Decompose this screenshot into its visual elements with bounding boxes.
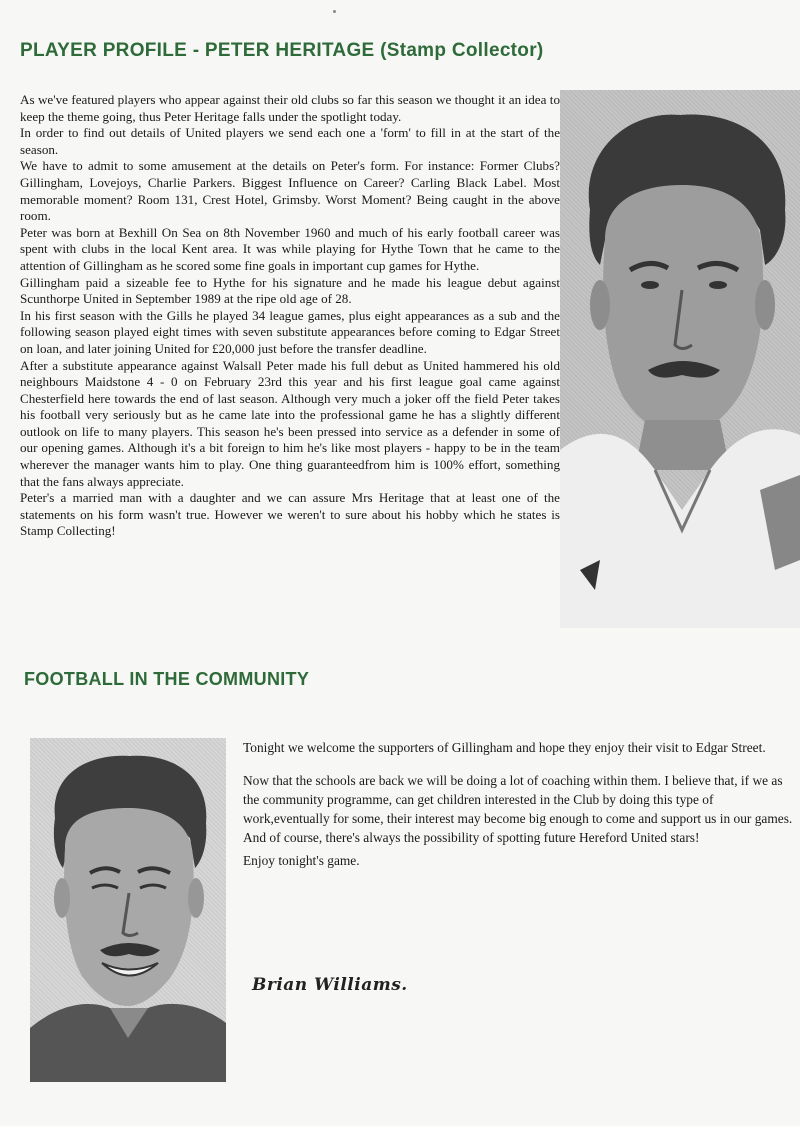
- article-paragraph: In his first season with the Gills he played 34 league games, plus eight appearances as a sub and the following season played eight times with seven substitute appearances before coming to Edgar Street on loan, and later joining United for £20,000 just before the transfer deadline.: [20, 307, 560, 356]
- article-paragraph: Peter's a married man with a daughter and we can assure Mrs Heritage that at least one of the statements on his form wasn't true. However we weren't to sure about his hobby which he states is Stamp Collecting!: [20, 490, 560, 539]
- article-paragraph: As we've featured players who appear against their old clubs so far this season we thought it an idea to keep the theme going, thus Peter Heritage falls under the spotlight today.: [20, 92, 560, 124]
- community-article: [243, 738, 795, 884]
- community-heading: FOOTBALL IN THE COMMUNITY: [24, 669, 310, 689]
- article-paragraph: Peter was born at Bexhill On Sea on 8th November 1960 and much of his early football career was spent with clubs in the local Kent area. It was while playing for Hythe Town that he came to the attention of Gillingham as he scored some fine goals in important cup games for Hythe.: [20, 224, 560, 273]
- officer-portrait-illustration: [30, 738, 226, 1082]
- article-paragraph: In order to find out details of United players we send each one a 'form' to fill in at the start of the season.: [20, 125, 560, 157]
- player-portrait-illustration: [560, 90, 800, 628]
- article-paragraph: Tonight we welcome the supporters of Gillingham and hope they enjoy their visit to Edgar Street.: [243, 740, 766, 755]
- player-profile-heading: PLAYER PROFILE - PETER HERITAGE (Stamp Collector): [20, 40, 544, 61]
- print-speck: [333, 10, 336, 13]
- community-officer-photo: [30, 738, 226, 1082]
- player-profile-article: [20, 92, 560, 540]
- article-paragraph: We have to admit to some amusement at the details on Peter's form. For instance: Former Clubs? Gillingham, Lovejoys, Charlie Parkers. Biggest Influence on Career? Carling Black Label. Most memorable moment? Room 131, Crest Hotel, Grimsby. Worst Moment? Being caught in the above room.: [20, 158, 560, 224]
- article-paragraph: Now that the schools are back we will be doing a lot of coaching within them. I believe that, if we as the community programme, can get children interested in the Club by doing this type of work,eventually for some, their interest may become big enough to come and support us in our games. And of course, there's always the possibility of spotting future Hereford United stars!: [243, 773, 793, 845]
- player-photo: [560, 90, 800, 628]
- signature: Brian Williams.: [252, 975, 408, 995]
- article-paragraph: After a substitute appearance against Walsall Peter made his full debut as United hammered his old neighbours Maidstone 4 - 0 on February 23rd this year and his first league goal came against Chesterfield here towards the end of last season. Although very much a joker off the field Peter takes his football very seriously but as he came late into the professional game he has a slightly different outlook on life to many players. This season he's been pressed into service as a defender in some of our opening games. Although it's a bit foreign to him he's like most players - happy to be in the team wherever the manager wants him to play. One thing guaranteedfrom him is 100% effort, something that the fans always appreciate.: [20, 357, 560, 489]
- article-paragraph: Gillingham paid a sizeable fee to Hythe for his signature and he made his league debut against Scunthorpe United in September 1989 at the ripe old age of 28.: [20, 274, 560, 307]
- article-paragraph: Enjoy tonight's game.: [243, 853, 360, 868]
